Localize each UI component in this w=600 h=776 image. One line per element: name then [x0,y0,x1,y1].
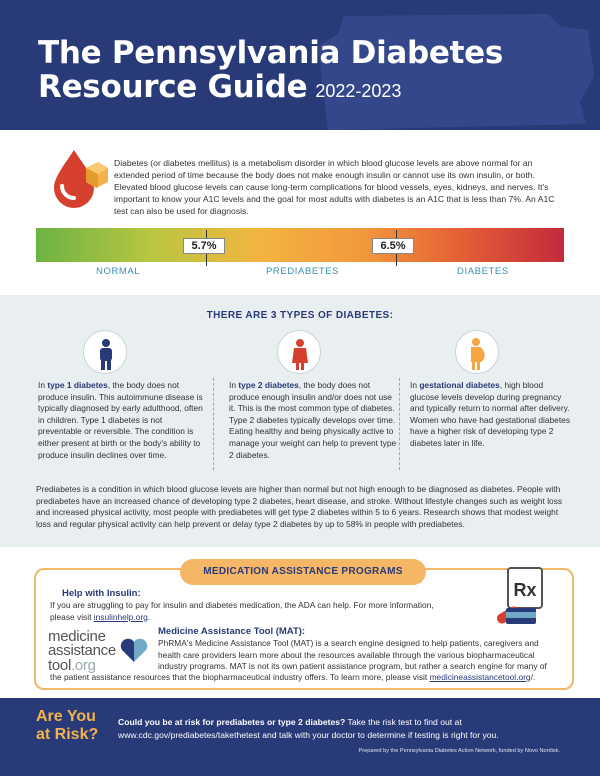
risk-heading [36,708,98,744]
type1-description [38,380,208,461]
type1-name: type 1 diabetes [47,380,108,390]
heart-icon [118,636,150,669]
types-heading: THERE ARE 3 TYPES OF DIABETES: [206,310,394,321]
type2-name: type 2 diabetes [238,380,299,390]
gestational-prefix: In [410,380,420,390]
title-text: Resource Guide [38,69,308,105]
risk-text [118,716,568,741]
gestational-text: , high blood glucose levels develop during pregnancy and typically return to normal after delivery. Women who have had gestational diabetes have a higher risk of developing type 2 diabetes later in life. [410,380,571,448]
insulinhelp-link[interactable]: insulinhelp.org [93,611,148,622]
mat-text2-end: /. [530,672,536,682]
divider-2 [399,378,400,470]
medication-heading: MEDICATION ASSISTANCE PROGRAMS [180,559,426,585]
female-figure-icon [277,330,321,374]
risk-line2: at Risk? [36,726,99,743]
gestational-name: gestational diabetes [419,380,500,390]
a1c-marker-diabetes: 6.5% [372,238,414,254]
insulin-heading: Help with Insulin: [62,588,141,599]
divider-1 [213,378,214,470]
scale-label-normal: NORMAL [96,266,141,277]
scale-label-prediabetes: PREDIABETES [266,266,340,277]
mat-text: PhRMA's Medicine Assistance Tool (MAT) is a search engine designed to help patients, caregivers and health care providers learn more about the resources available through the various biopharmaceutical industry programs. MAT is not its own patient assistance program, but rather a search engine for many of [158,638,547,672]
mat-text-continued [50,672,570,684]
male-figure-icon [83,330,127,374]
title-year: 2022-2023 [315,81,402,101]
mat-heading: Medicine Assistance Tool (MAT): [158,626,306,637]
type1-text: , the body does not produce insulin. This autoimmune disease is typically diagnosed by early adulthood, often in children. Type 1 diabetes is not preventable or reversible. The condition is either present at birth or the body's ability to produce insulin declines over time. [38,380,203,460]
type2-text: , the body does not produce enough insulin and/or does not use it. This is the most common type of diabetes. Type 2 diabetes typically develops over time. Eating healthy and being physically active to manage your weight can help to prevent type 2 diabetes. [229,380,397,460]
type1-prefix: In [38,380,48,390]
mat-link[interactable]: medicineassistancetool.org [429,672,531,682]
title-line-1: The Pennsylvania Diabetes [38,35,504,71]
title-line-2 [38,70,503,108]
blood-drop-sugar-icon [48,146,110,213]
prediabetes-text: Prediabetes is a condition in which blood glucose levels are higher than normal but not high enough to be diagnosed as diabetes. People with prediabetes have an increased chance of developing type 2 diabetes, heart disease, and stroke. Without lifestyle changes such as weight loss and increased physical activity, most people with prediabetes will get type 2 diabetes within 5 to 6 years. Research shows that modest weight loss and regular physical activity can help prevent or delay type 2 diabetes by up to 58% in people with prediabetes. [36,484,563,529]
type2-prefix: In [229,380,239,390]
risk-line1: Are You [36,708,96,725]
insulin-text [50,600,450,623]
a1c-marker-prediabetes: 5.7% [183,238,225,254]
mat-logo-tool: tool [48,657,71,674]
insulin-end: . [147,611,151,622]
mat-text2-body: the patient assistance resources that the biopharmaceutical industry offers. To learn more, please visit [50,672,430,682]
credit-line: Prepared by the Pennsylvania Diabetes Action Network, funded by Novo Nordisk. [358,748,560,754]
intro-text: Diabetes (or diabetes mellitus) is a metabolism disorder in which blood glucose levels are above normal for an extended period of time because the body does not make enough insulin or cannot use its own insulin, or both. Elevated blood glucose levels can cause long-term complications for blood vessels, eyes, kidneys, and nerves. It's important to know your A1C levels and the goal for most adults with diabetes is an A1C that is less than 7%. An A1C test can also be used for diagnosis. [114,158,555,216]
risk-question: Could you be at risk for prediabetes or type 2 diabetes? [118,717,346,727]
scale-label-diabetes: DIABETES [457,266,509,277]
insulin-body: If you are struggling to pay for insulin and diabetes medication, the ADA can help. For more information, please visit [50,600,434,622]
page-title [38,36,503,108]
type2-description [229,380,399,461]
rx-symbol: Rx [513,580,537,600]
mat-logo-line2: assistance [48,642,116,659]
header-banner [0,0,600,130]
a1c-gradient-bar [36,228,564,262]
mat-logo-org: .org [71,657,96,674]
risk-body: Take the risk test to find out at www.cdc.gov/prediabetes/takethetest and talk with your doctor to determine if testing is right for you. [118,717,499,740]
pregnant-figure-icon [455,330,499,374]
mat-logo-line1: medicine [48,628,106,645]
gestational-description [410,380,570,450]
rx-prescription-icon [476,566,556,633]
